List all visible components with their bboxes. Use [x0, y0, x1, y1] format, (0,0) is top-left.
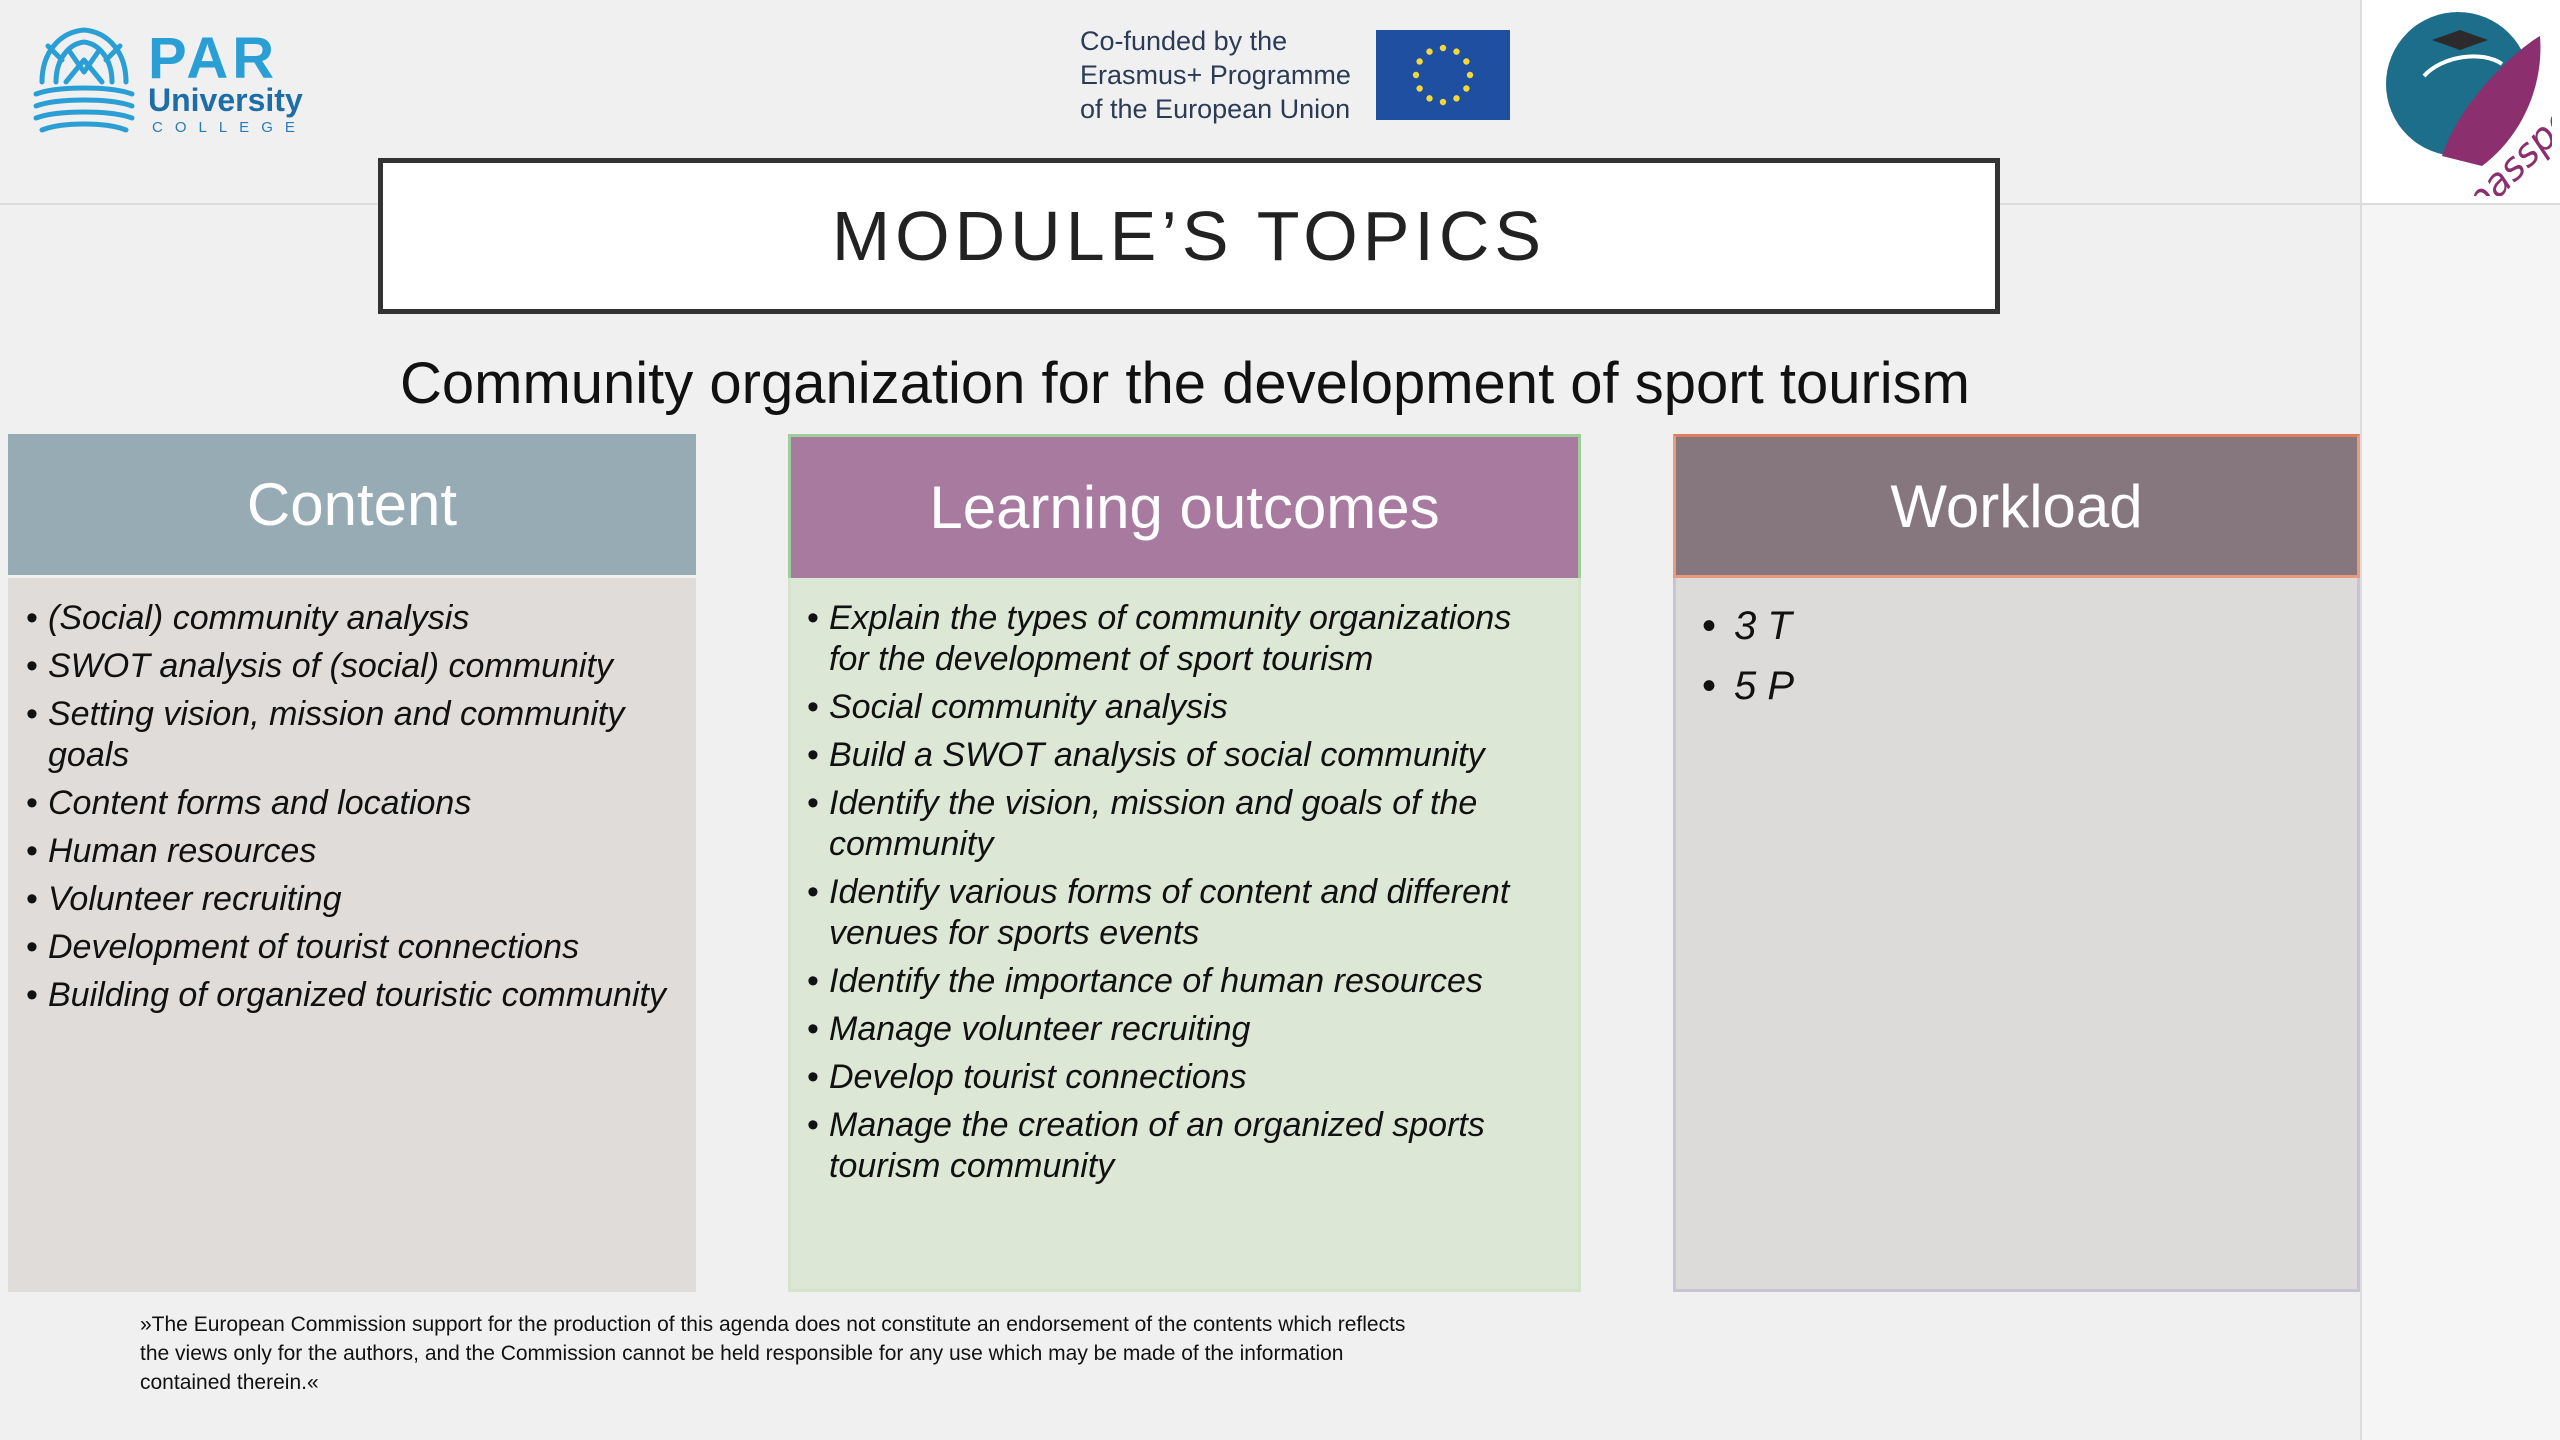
page-title: MODULE’S TOPICS: [831, 197, 1547, 275]
list-item: • Social community analysis: [829, 687, 1559, 728]
list-item: • 3 T: [1734, 602, 2334, 650]
list-item: • Building of organized touristic community: [48, 975, 678, 1016]
content-list: [48, 598, 678, 1023]
par-title: PAR: [148, 26, 279, 91]
par-university-logo: [28, 22, 318, 140]
workload-list: [1734, 602, 2334, 722]
eu-star-icon: [1440, 99, 1446, 105]
passport-logo: [2372, 6, 2552, 196]
eu-star-icon: [1463, 85, 1469, 91]
par-subtitle: University: [148, 82, 303, 118]
eu-star-icon: [1463, 58, 1469, 64]
list-item: • Develop tourist connections: [829, 1057, 1559, 1098]
eu-cofunded-text: [1080, 24, 1370, 126]
learning-outcomes-body: [788, 578, 1581, 1292]
eu-star-icon: [1426, 48, 1432, 54]
par-college-label: COLLEGE: [152, 119, 307, 136]
workload-column: [1673, 434, 2360, 1292]
learning-outcomes-column: [788, 434, 1581, 1292]
list-item: • Development of tourist connections: [48, 927, 678, 968]
module-title-box: [378, 158, 2000, 314]
page-subtitle: Community organization for the development of sport tourism: [400, 351, 1970, 416]
eu-star-icon: [1453, 95, 1459, 101]
eu-star-icon: [1453, 48, 1459, 54]
list-item: • 5 P: [1734, 662, 2334, 710]
list-item: • Human resources: [48, 831, 678, 872]
list-item: • Volunteer recruiting: [48, 879, 678, 920]
eu-flag-icon: [1376, 30, 1510, 120]
list-item: • Identify various forms of content and different venues for sports events: [829, 872, 1559, 954]
right-side-panel: [2360, 0, 2560, 1440]
list-item: • Manage the creation of an organized sports tourism community: [829, 1105, 1559, 1187]
eu-cofunded-block: [1080, 24, 1520, 124]
eu-star-icon: [1426, 95, 1432, 101]
list-item: • Explain the types of community organizations for the development of sport tourism: [829, 598, 1559, 680]
content-column: [8, 434, 696, 1292]
list-item: • SWOT analysis of (social) community: [48, 646, 678, 687]
list-item: • Identify the vision, mission and goals of the community: [829, 783, 1559, 865]
list-item: • (Social) community analysis: [48, 598, 678, 639]
learning-outcomes-heading: Learning outcomes: [788, 434, 1581, 578]
eu-line-2: Erasmus+ Programme: [1080, 60, 1351, 90]
eu-star-icon: [1467, 72, 1473, 78]
list-item: • Manage volunteer recruiting: [829, 1009, 1559, 1050]
content-body: [8, 578, 696, 1292]
eu-line-1: Co-funded by the: [1080, 26, 1288, 56]
workload-heading: Workload: [1673, 434, 2360, 578]
eu-star-icon: [1440, 45, 1446, 51]
eu-disclaimer: »The European Commission support for the production of this agenda does not constitute an endorsement of the contents which reflects the views only for the authors, and the Commission cannot be held responsible for any use which may be made of the information contained therein.«: [140, 1313, 1406, 1394]
passport-emblem-icon: [2372, 6, 2552, 196]
list-item: • Identify the importance of human resources: [829, 961, 1559, 1002]
content-heading: Content: [8, 434, 696, 578]
list-item: • Build a SWOT analysis of social community: [829, 735, 1559, 776]
list-item: • Content forms and locations: [48, 783, 678, 824]
eu-line-3: of the European Union: [1080, 94, 1351, 124]
eu-star-icon: [1416, 85, 1422, 91]
par-emblem-icon: [28, 22, 140, 137]
learning-outcomes-list: [829, 598, 1559, 1194]
eu-star-icon: [1413, 72, 1419, 78]
workload-body: [1673, 578, 2360, 1292]
eu-star-icon: [1416, 58, 1422, 64]
list-item: • Setting vision, mission and community goals: [48, 694, 678, 776]
